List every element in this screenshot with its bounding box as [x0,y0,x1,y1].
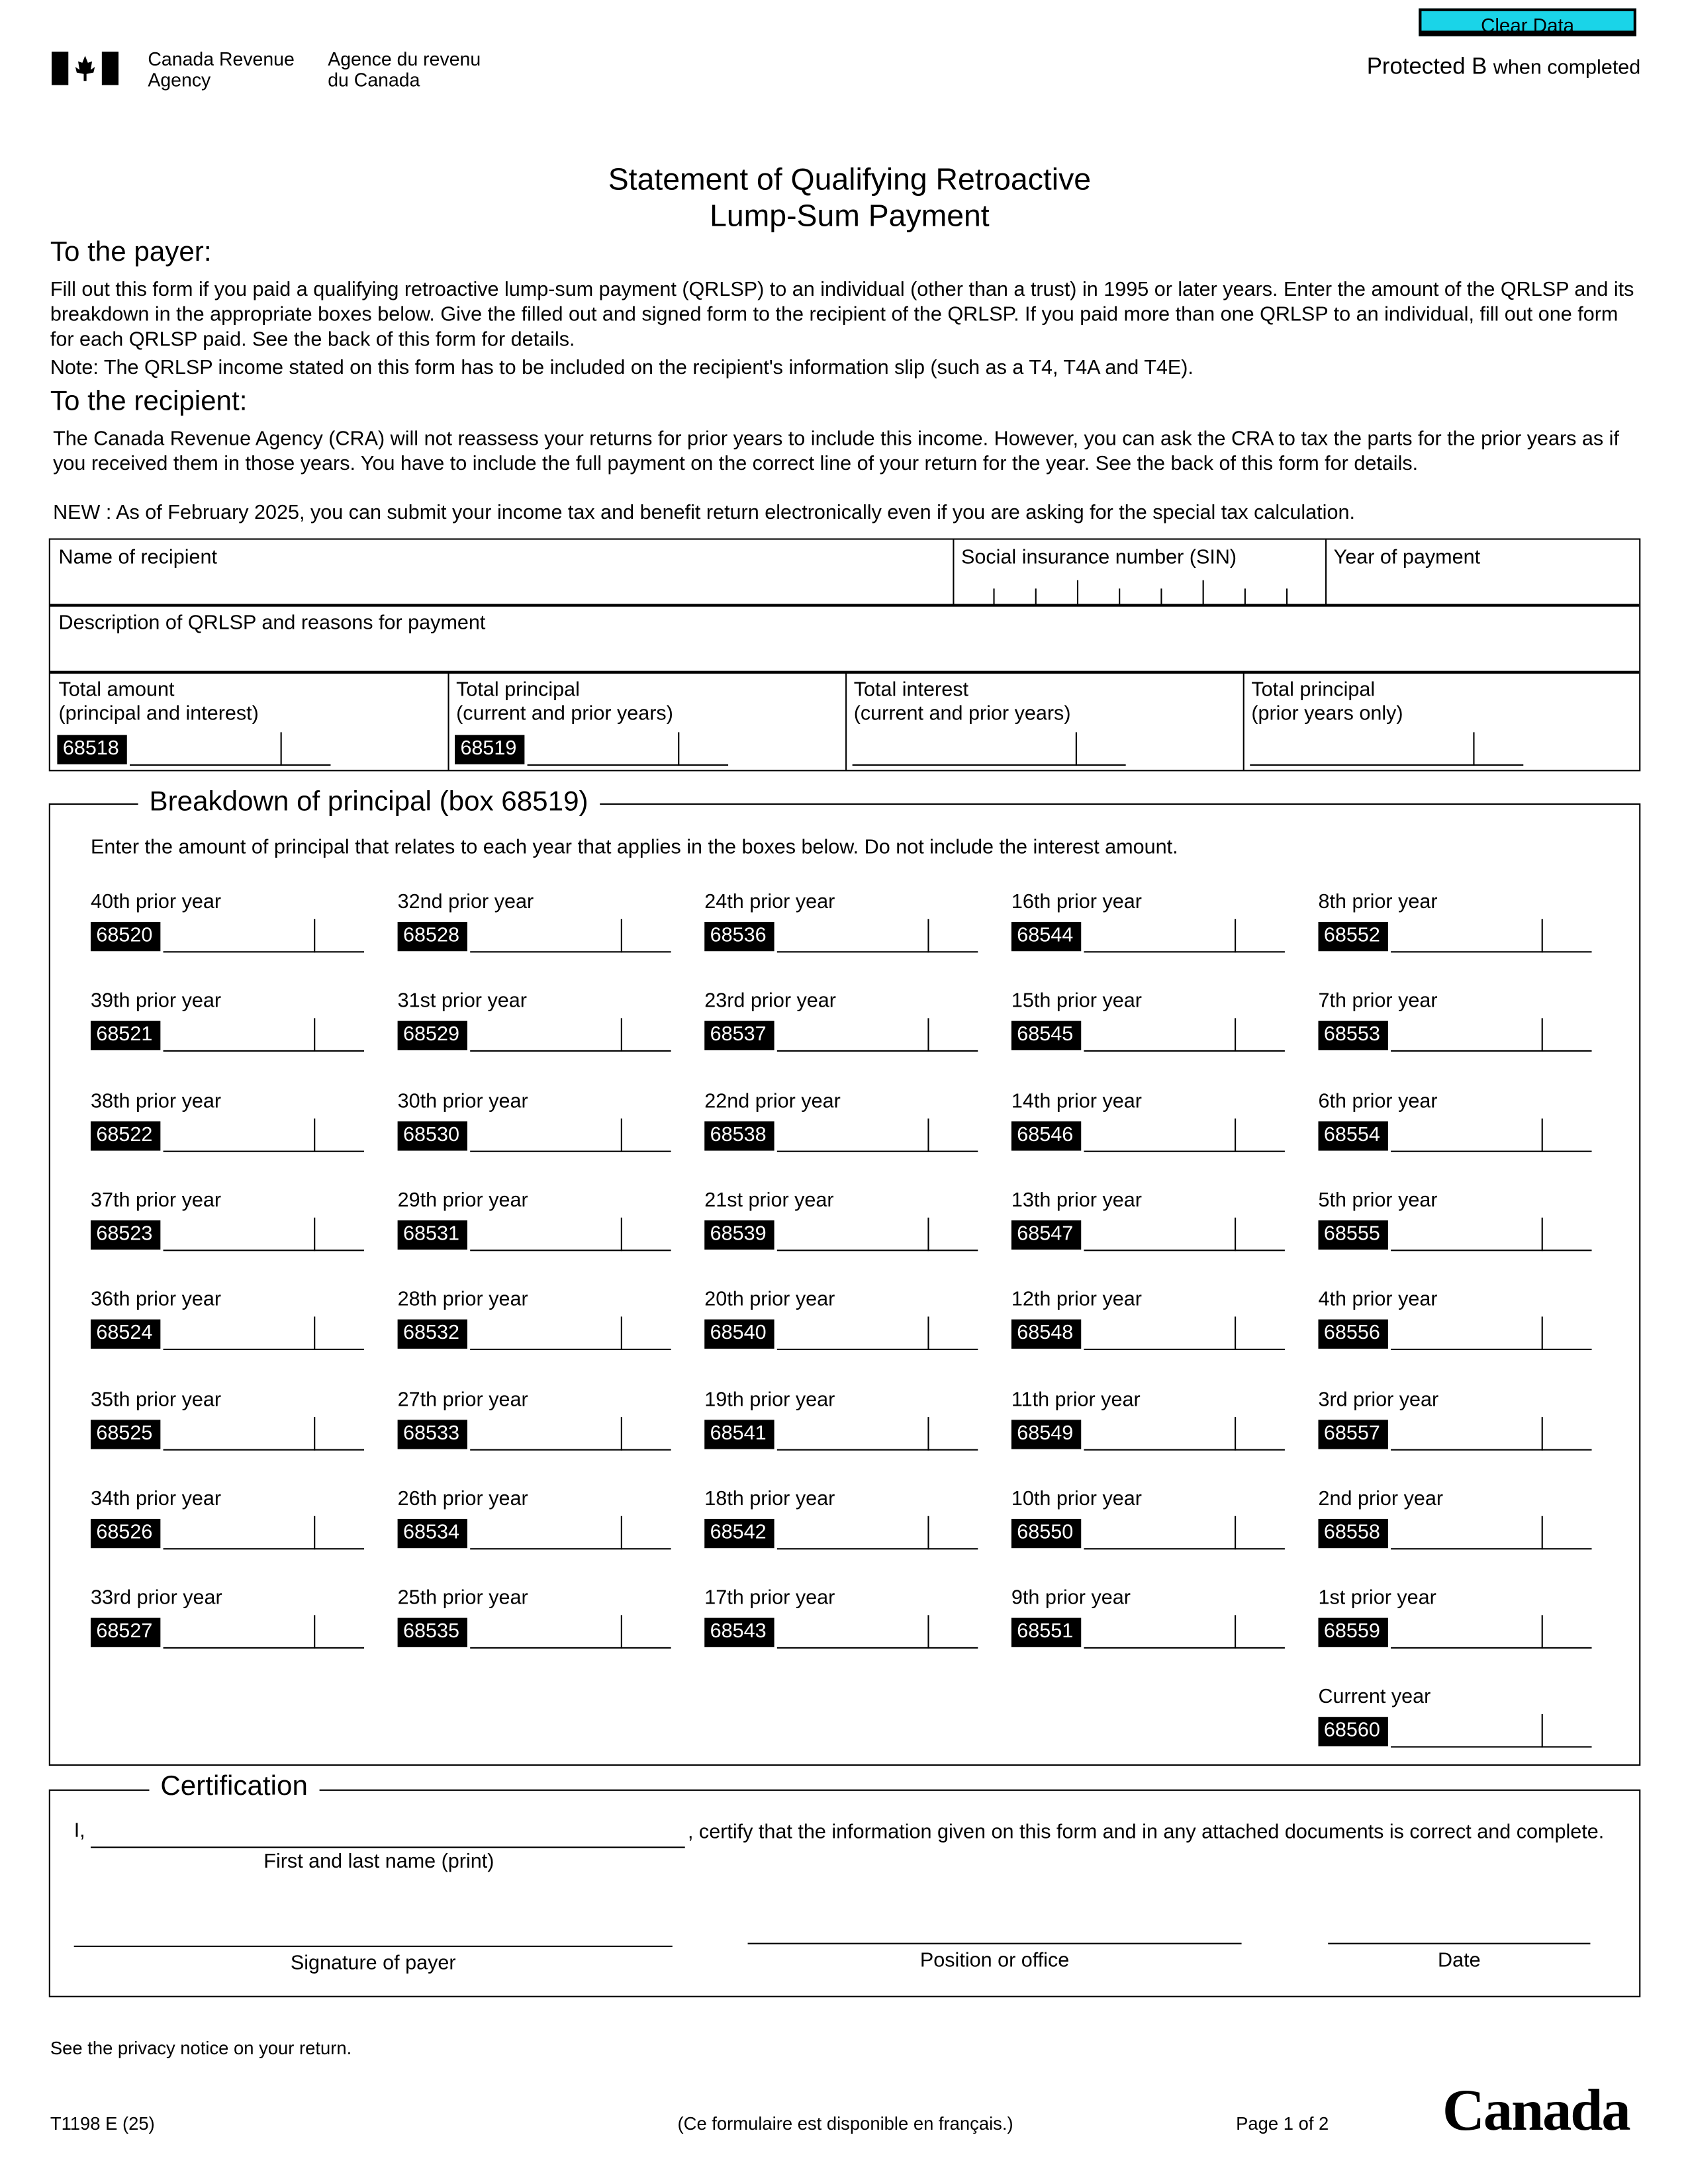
box-code: 68557 [1318,1419,1387,1448]
amount-input[interactable] [166,1522,317,1549]
year-label: 6th prior year [1318,1090,1438,1113]
year-label: 5th prior year [1318,1189,1438,1212]
year-label: 33rd prior year [90,1587,222,1610]
box-code: 68523 [91,1220,160,1250]
principal-year-field[interactable] [1318,1120,1591,1151]
canada-flag-logo [52,52,118,85]
year-label: 32nd prior year [397,891,534,914]
french-availability: (Ce formulaire est disponible en français.) [677,2113,1013,2134]
principal-year-field[interactable] [398,1419,671,1449]
year-label: 11th prior year [1011,1388,1141,1411]
box-code: 68547 [1011,1220,1081,1250]
box-code: 68519 [455,735,524,764]
principal-year-field[interactable] [1318,1220,1591,1251]
year-label: 19th prior year [704,1388,835,1411]
amount-input[interactable] [473,1223,624,1251]
principal-year-field[interactable] [1011,1220,1285,1251]
box-code: 68549 [1011,1419,1081,1448]
principal-year-field[interactable] [398,1519,671,1549]
amount-input[interactable] [1252,738,1403,766]
agency-fr-line2: du Canada [328,69,420,91]
principal-year-field[interactable] [91,1220,364,1251]
certification-section [49,1771,1641,1997]
cents-divider [1473,732,1474,766]
principal-year-field[interactable] [1011,1320,1285,1350]
canada-wordmark: Canada [1442,2079,1630,2144]
year-label: 2nd prior year [1318,1488,1444,1510]
amount-input[interactable] [473,1322,624,1350]
amount-input[interactable] [1393,1223,1544,1251]
title-line2: Lump-Sum Payment [710,198,990,233]
protected-suffix: when completed [1493,57,1641,80]
box-code: 68522 [91,1120,160,1150]
principal-year-field[interactable] [398,1320,671,1350]
year-label: 38th prior year [90,1090,222,1113]
year-label: 36th prior year [90,1289,222,1312]
box-code: 68528 [398,922,467,951]
amount-input[interactable] [473,1024,624,1052]
protected-b: Protected B [1366,54,1487,80]
box-code: 68530 [398,1120,467,1150]
year-label: 15th prior year [1011,990,1142,1013]
year-label: 18th prior year [704,1488,835,1510]
year-label: 35th prior year [90,1388,222,1411]
year-label: 30th prior year [397,1090,528,1113]
recipient-info-table [49,538,1641,771]
breakdown-instruction: Enter the amount of principal that relates to each year that applies in the boxes below. Do not include the interest amount. [90,837,1178,860]
amount-input[interactable] [166,1124,317,1152]
year-label: 21st prior year [704,1189,834,1212]
amount-input[interactable] [1087,1422,1238,1449]
amount-input[interactable] [780,1522,931,1549]
total-amount-field[interactable] [455,735,728,766]
principal-year-field[interactable] [1318,1717,1591,1748]
box-code: 68544 [1011,922,1081,951]
total-label: Total amount [58,679,175,702]
box-code: 68548 [1011,1320,1081,1349]
amount-input[interactable] [473,1124,624,1152]
year-label: 25th prior year [397,1587,528,1610]
principal-year-field[interactable] [1318,1320,1591,1350]
year-label: 24th prior year [704,891,835,914]
box-code: 68552 [1318,922,1387,951]
certification-legend: Certification [149,1771,318,1801]
form-id: T1198 E (25) [50,2113,155,2134]
box-code: 68518 [57,735,126,764]
principal-year-field[interactable] [1011,1519,1285,1549]
box-code: 68553 [1318,1021,1387,1050]
amount-input[interactable] [1087,1024,1238,1052]
principal-year-field[interactable] [704,1220,978,1251]
amount-input[interactable] [1393,1422,1544,1449]
year-label: 22nd prior year [704,1090,841,1113]
printed-name-line[interactable] [91,1846,685,1848]
principal-year-field[interactable] [1318,922,1591,952]
box-code: 68550 [1011,1519,1081,1548]
amount-input[interactable] [166,1024,317,1052]
year-label: Current year [1318,1686,1431,1709]
amount-input[interactable] [473,1522,624,1549]
principal-year-field[interactable] [1011,1419,1285,1449]
total-amount-field[interactable] [57,735,330,766]
amount-input[interactable] [780,1422,931,1449]
signature-label: Signature of payer [290,1952,456,1976]
sin-field[interactable] [953,540,1325,606]
breakdown-section [49,786,1641,1766]
year-label: 9th prior year [1011,1587,1131,1610]
box-code: 68559 [1318,1618,1387,1647]
principal-year-field[interactable] [1011,1120,1285,1151]
box-code: 68542 [704,1519,774,1548]
amount-input[interactable] [780,1621,931,1649]
principal-year-field[interactable] [1318,1519,1591,1549]
amount-input[interactable] [1087,1322,1238,1350]
amount-input[interactable] [1393,1621,1544,1649]
amount-input[interactable] [780,1223,931,1251]
amount-input[interactable] [530,738,681,766]
year-label: 3rd prior year [1318,1388,1439,1411]
form-title [0,161,1688,234]
amount-input[interactable] [166,1422,317,1449]
principal-year-field[interactable] [1011,922,1285,952]
amount-input[interactable] [1393,1322,1544,1350]
principal-year-field[interactable] [704,1320,978,1350]
year-label: 23rd prior year [704,990,836,1013]
agency-en-line2: Agency [148,69,211,91]
year-label: 39th prior year [90,990,222,1013]
box-code: 68520 [91,922,160,951]
year-label: 40th prior year [90,891,222,914]
box-code: 68551 [1011,1618,1081,1647]
year-label: 7th prior year [1318,990,1438,1013]
principal-year-field[interactable] [398,922,671,952]
box-code: 68560 [1318,1717,1387,1747]
box-code: 68535 [398,1618,467,1647]
box-code: 68543 [704,1618,774,1647]
year-label: 8th prior year [1318,891,1438,914]
year-label: 16th prior year [1011,891,1142,914]
box-code: 68532 [398,1320,467,1349]
box-code: 68521 [91,1021,160,1050]
total-sublabel: (principal and interest) [58,703,259,725]
principal-year-field[interactable] [1011,1021,1285,1052]
year-label: 13th prior year [1011,1189,1142,1212]
amount-input[interactable] [780,1124,931,1152]
name-of-recipient-field[interactable] [50,540,953,606]
amount-input[interactable] [1393,1522,1544,1549]
payer-instructions: Fill out this form if you paid a qualifying retroactive lump-sum payment (QRLSP) to an individual (other than a trust) in 1995 or later years. Enter the amount of the QRLSP and its breakdown in the appropriate boxes below. Give the filled out and signed form to the recipient of the QRLSP. If you paid more than one QRLSP to an individual, fill out one form for each QRLSP paid. See the back of this form for details. [50,279,1634,352]
box-code: 68540 [704,1320,774,1349]
amount-input[interactable] [1393,1024,1544,1052]
payer-heading: To the payer: [50,237,212,268]
box-code: 68531 [398,1220,467,1250]
principal-year-field[interactable] [1318,1419,1591,1449]
year-label: 28th prior year [397,1289,528,1312]
box-code: 68539 [704,1220,774,1250]
amount-input[interactable] [1087,925,1238,952]
year-label: 14th prior year [1011,1090,1142,1113]
amount-input[interactable] [473,1422,624,1449]
year-label: 29th prior year [397,1189,528,1212]
year-label: 37th prior year [90,1189,222,1212]
amount-input[interactable] [1393,925,1544,952]
box-code: 68546 [1011,1120,1081,1150]
year-label: 20th prior year [704,1289,835,1312]
box-code: 68538 [704,1120,774,1150]
recipient-instructions: The Canada Revenue Agency (CRA) will not reassess your returns for prior years to include this income. However, you can ask the CRA to tax the parts for the prior years as if you received them in those years. You have to include the full payment on the correct line of your return for the year. See the back of this form for details. [53,428,1619,476]
principal-year-field[interactable] [704,1519,978,1549]
amount-input[interactable] [780,925,931,952]
box-code: 68545 [1011,1021,1081,1050]
total-label: Total principal [1251,679,1376,702]
box-code: 68541 [704,1419,774,1448]
certification-statement: , certify that the information given on this form and in any attached documents is correct and complete. [687,1821,1605,1844]
principal-year-field[interactable] [398,1220,671,1251]
principal-year-field[interactable] [1318,1618,1591,1649]
description-field[interactable] [50,606,1639,672]
principal-year-field[interactable] [398,1021,671,1052]
year-label: 26th prior year [397,1488,528,1510]
signature-line[interactable] [74,1946,673,1947]
year-label: 4th prior year [1318,1289,1438,1312]
recipient-heading: To the recipient: [50,386,248,418]
principal-year-field[interactable] [704,1120,978,1151]
title-line1: Statement of Qualifying Retroactive [608,161,1092,197]
principal-year-field[interactable] [704,1021,978,1052]
principal-year-field[interactable] [91,1021,364,1052]
clear-data-button[interactable]: Clear Data [1419,9,1636,36]
total-sublabel: (current and prior years) [853,703,1071,725]
total-label: Total principal [456,679,580,702]
principal-year-field[interactable] [91,1120,364,1151]
agency-name-en [148,49,294,91]
principal-year-field[interactable] [91,1419,364,1449]
amount-input[interactable] [1087,1621,1238,1649]
date-line[interactable] [1328,1943,1590,1944]
year-label: Year of payment [1333,547,1481,569]
box-code: 68555 [1318,1220,1387,1250]
box-code: 68534 [398,1519,467,1548]
total-sublabel: (prior years only) [1251,703,1403,725]
box-code: 68536 [704,922,774,951]
principal-year-field[interactable] [398,1618,671,1649]
principal-year-field[interactable] [91,922,364,952]
principal-year-field[interactable] [398,1120,671,1151]
agency-fr-line1: Agence du revenu [328,48,481,70]
principal-year-field[interactable] [1318,1021,1591,1052]
box-code: 68526 [91,1519,160,1548]
amount-input[interactable] [166,1621,317,1649]
total-label: Total interest [853,679,968,702]
position-line[interactable] [748,1943,1242,1944]
amount-input[interactable] [166,1223,317,1251]
principal-year-field[interactable] [1011,1618,1285,1649]
sin-label: Social insurance number (SIN) [961,547,1237,569]
amount-input[interactable] [1087,1223,1238,1251]
year-label: 12th prior year [1011,1289,1142,1312]
agency-en-line1: Canada Revenue [148,48,295,70]
payer-note: Note: The QRLSP income stated on this form has to be included on the recipient's information slip (such as a T4, T4A and T4E). [50,357,1194,380]
amount-input[interactable] [780,1322,931,1350]
position-label: Position or office [919,1950,1070,1972]
amount-input[interactable] [1393,1720,1544,1748]
year-label: 34th prior year [90,1488,222,1510]
amount-input[interactable] [473,1621,624,1649]
protected-b-notice [1367,54,1641,81]
box-code: 68525 [91,1419,160,1448]
amount-input[interactable] [1087,1522,1238,1549]
box-code: 68558 [1318,1519,1387,1548]
principal-year-field[interactable] [91,1618,364,1649]
year-label: 17th prior year [704,1587,835,1610]
amount-input[interactable] [1087,1124,1238,1152]
total-sublabel: (current and prior years) [456,703,673,725]
box-code: 68524 [91,1320,160,1349]
name-label: Name of recipient [58,547,217,569]
year-label: 1st prior year [1318,1587,1436,1610]
cents-divider [1076,732,1077,766]
privacy-notice: See the privacy notice on your return. [50,2037,352,2059]
amount-input[interactable] [166,1322,317,1350]
recipient-new-notice: NEW : As of February 2025, you can submit your income tax and benefit return electronically even if you are asking for the special tax calculation. [53,502,1355,525]
box-code: 68537 [704,1021,774,1050]
certify-i: I, [73,1820,85,1843]
amount-input[interactable] [780,1024,931,1052]
total-amount-field[interactable] [1250,735,1523,766]
box-code: 68527 [91,1618,160,1647]
breakdown-legend: Breakdown of principal (box 68519) [138,787,600,817]
year-label: 10th prior year [1011,1488,1142,1510]
amount-input[interactable] [473,925,624,952]
year-of-payment-field[interactable] [1325,540,1639,606]
total-amount-field[interactable] [853,735,1126,766]
agency-name-fr [328,49,481,91]
page-number: Page 1 of 2 [1236,2113,1329,2134]
amount-input[interactable] [132,738,283,766]
amount-input[interactable] [166,925,317,952]
box-code: 68554 [1318,1120,1387,1150]
description-label: Description of QRLSP and reasons for payment [58,612,486,635]
amount-input[interactable] [1393,1124,1544,1152]
principal-year-field[interactable] [91,1320,364,1350]
printed-name-label: First and last name (print) [263,1850,494,1874]
principal-year-field[interactable] [704,922,978,952]
year-label: 31st prior year [397,990,527,1013]
box-code: 68533 [398,1419,467,1448]
date-label: Date [1438,1950,1481,1972]
amount-input[interactable] [855,738,1006,766]
principal-year-field[interactable] [704,1419,978,1449]
box-code: 68529 [398,1021,467,1050]
box-code: 68556 [1318,1320,1387,1349]
principal-year-field[interactable] [704,1618,978,1649]
principal-year-field[interactable] [91,1519,364,1549]
year-label: 27th prior year [397,1388,528,1411]
